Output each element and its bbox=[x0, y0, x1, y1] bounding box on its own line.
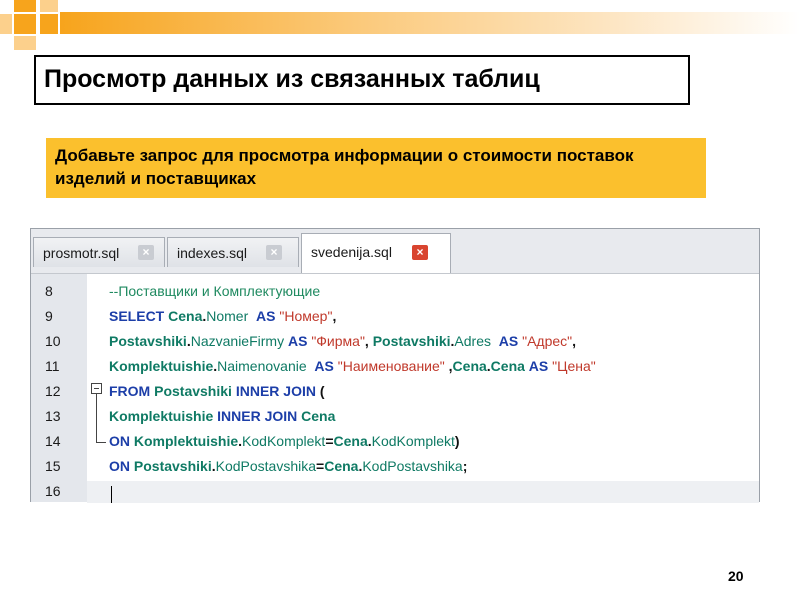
sql-string: "Цена" bbox=[552, 358, 596, 374]
sql-table: Cena bbox=[168, 308, 203, 324]
tab-indexes[interactable] bbox=[167, 237, 299, 267]
sql-punct: . bbox=[238, 433, 243, 449]
sql-punct: , bbox=[364, 333, 369, 349]
tab-prosmotr[interactable] bbox=[33, 237, 165, 267]
code-line-15 bbox=[109, 458, 467, 474]
sql-punct: , bbox=[332, 308, 337, 324]
sql-keyword: ON bbox=[109, 433, 130, 449]
sql-keyword: INNER JOIN bbox=[217, 408, 298, 424]
header-band bbox=[60, 12, 800, 34]
sql-punct: ; bbox=[462, 458, 468, 474]
sql-string: "Фирма" bbox=[311, 333, 365, 349]
sql-field: NazvanieFirmy bbox=[190, 333, 285, 349]
code-area[interactable] bbox=[31, 273, 759, 502]
sql-punct: . bbox=[211, 458, 216, 474]
line-number: 15 bbox=[45, 458, 61, 474]
sql-field: KodKomplekt bbox=[371, 433, 455, 449]
decor-square bbox=[40, 0, 58, 12]
sql-table: Cena bbox=[324, 458, 359, 474]
close-icon[interactable]: × bbox=[412, 245, 428, 260]
line-number: 16 bbox=[45, 483, 61, 499]
sql-table: Komplektuishie bbox=[133, 433, 239, 449]
code-line-13 bbox=[109, 408, 335, 424]
sql-field: KodPostavshika bbox=[215, 458, 317, 474]
sql-keyword: AS bbox=[256, 308, 276, 324]
line-number: 11 bbox=[45, 358, 60, 374]
tab-bar bbox=[31, 229, 759, 273]
tab-label: prosmotr.sql bbox=[43, 245, 120, 261]
sql-table: Cena bbox=[452, 358, 487, 374]
sql-punct: . bbox=[486, 358, 491, 374]
line-number: 10 bbox=[45, 333, 61, 349]
sql-keyword: FROM bbox=[109, 383, 151, 399]
code-line-11 bbox=[109, 358, 596, 374]
code-line-9 bbox=[109, 308, 336, 324]
sql-punct: . bbox=[358, 458, 363, 474]
sql-punct: = bbox=[325, 433, 334, 449]
sql-punct: . bbox=[202, 308, 207, 324]
page-number: 20 bbox=[728, 568, 744, 584]
decor-square bbox=[40, 14, 58, 34]
line-number: 8 bbox=[45, 283, 53, 299]
code-line-12 bbox=[109, 383, 325, 399]
close-icon[interactable]: × bbox=[138, 245, 154, 260]
sql-field: Naimenovanie bbox=[217, 358, 307, 374]
collapse-icon[interactable] bbox=[91, 383, 102, 394]
decor-square bbox=[0, 14, 12, 34]
text-caret bbox=[111, 486, 112, 503]
sql-field: KodPostavshika bbox=[362, 458, 463, 474]
decor-square bbox=[14, 0, 36, 12]
sql-punct: . bbox=[367, 433, 372, 449]
sql-punct: . bbox=[450, 333, 455, 349]
line-number: 14 bbox=[45, 433, 61, 449]
fold-guide bbox=[96, 394, 97, 442]
tab-label: svedenija.sql bbox=[311, 244, 392, 260]
sql-table: Postavshiki bbox=[372, 333, 451, 349]
code-line-8 bbox=[109, 283, 320, 299]
line-number: 12 bbox=[45, 383, 61, 399]
code-line-14 bbox=[109, 433, 460, 449]
sql-table: Postavshiki bbox=[133, 458, 212, 474]
task-box bbox=[46, 138, 706, 198]
sql-keyword: ON bbox=[109, 458, 130, 474]
sql-field: Nomer bbox=[206, 308, 249, 324]
sql-keyword: AS bbox=[314, 358, 334, 374]
sql-field: KodKomplekt bbox=[242, 433, 326, 449]
slide-title: Просмотр данных из связанных таблиц bbox=[44, 65, 540, 93]
sql-table: Postavshiki bbox=[154, 383, 232, 399]
sql-field: Cena bbox=[490, 358, 525, 374]
line-number: 13 bbox=[45, 408, 61, 424]
fold-guide-end bbox=[96, 442, 106, 443]
sql-keyword: AS bbox=[287, 333, 308, 349]
sql-keyword: AS bbox=[528, 358, 549, 374]
sql-punct: ) bbox=[454, 433, 460, 449]
sql-punct: = bbox=[316, 458, 325, 474]
decor-square bbox=[14, 14, 36, 34]
tab-label: indexes.sql bbox=[177, 245, 248, 261]
sql-string: "Адрес" bbox=[522, 333, 573, 349]
sql-table: Komplektuishie bbox=[109, 408, 214, 424]
sql-table: Cena bbox=[301, 408, 336, 424]
sql-field: Adres bbox=[454, 333, 491, 349]
sql-table: Postavshiki bbox=[109, 333, 187, 349]
sql-keyword: INNER JOIN bbox=[235, 383, 316, 399]
sql-string: "Номер" bbox=[279, 308, 333, 324]
tab-svedenija[interactable] bbox=[301, 233, 451, 273]
sql-keyword: AS bbox=[498, 333, 519, 349]
current-line-highlight bbox=[87, 481, 759, 503]
line-number: 9 bbox=[45, 308, 53, 324]
sql-table: Cena bbox=[333, 433, 368, 449]
sql-punct: ( bbox=[319, 383, 325, 399]
sql-keyword: SELECT bbox=[109, 308, 165, 324]
sql-comment: --Поставщики и Комплектующие bbox=[109, 283, 321, 299]
sql-punct: , bbox=[572, 333, 577, 349]
sql-string: "Наименование" bbox=[337, 358, 445, 374]
slide-title-box bbox=[34, 55, 690, 105]
sql-editor bbox=[30, 228, 760, 502]
sql-table: Komplektuishie bbox=[109, 358, 214, 374]
sql-punct: . bbox=[186, 333, 191, 349]
decor-square bbox=[14, 36, 36, 50]
sql-punct: , bbox=[448, 358, 453, 374]
sql-punct: . bbox=[213, 358, 218, 374]
task-text: Добавьте запрос для просмотра информации о стоимости поставок изделий и поставщиках bbox=[55, 146, 634, 188]
close-icon[interactable]: × bbox=[266, 245, 282, 260]
code-line-10 bbox=[109, 333, 576, 349]
